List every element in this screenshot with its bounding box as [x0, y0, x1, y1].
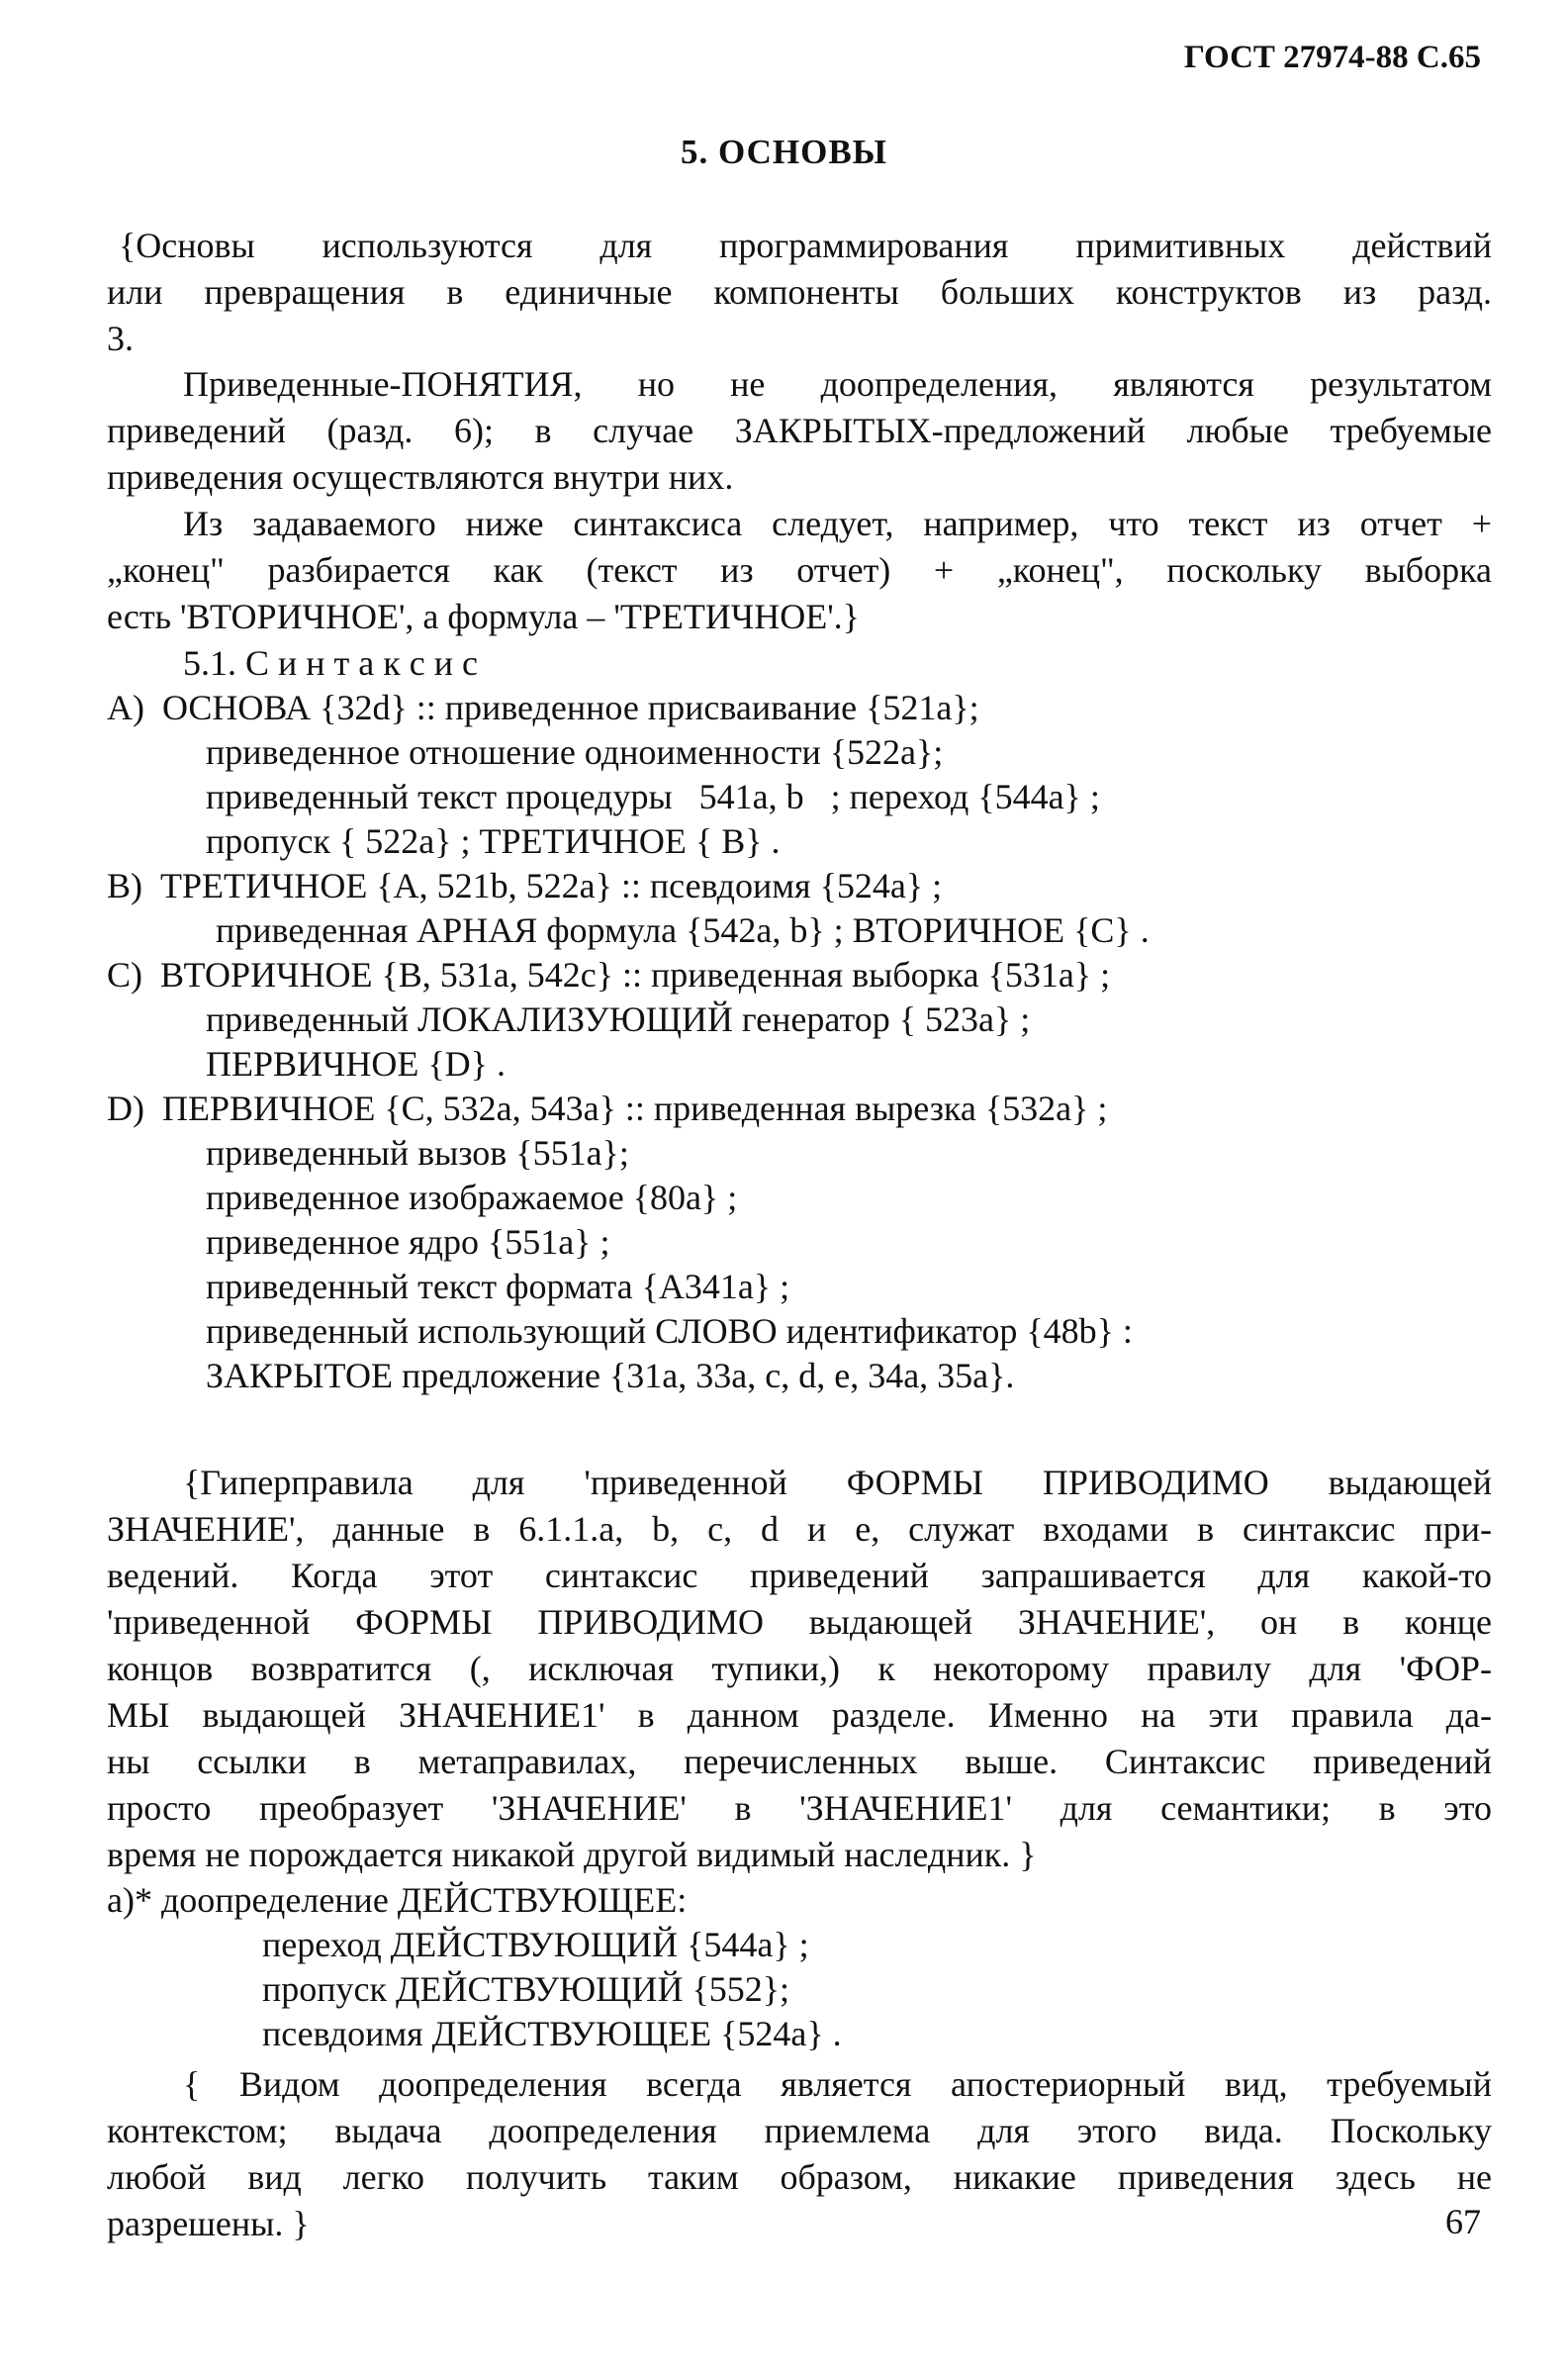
syntax-rule-line: псевдоимя ДЕЙСТВУЮЩЕЕ {524a} .	[262, 2014, 842, 2053]
body-line: 'приведенной ФОРМЫ ПРИВОДИМО выдающей ЗНАЧЕНИЕ', он в конце	[107, 1602, 1492, 1642]
syntax-rule-line: пропуск ДЕЙСТВУЮЩИЙ {552};	[262, 1969, 790, 2009]
syntax-rule-line: В) ТРЕТИЧНОЕ {A, 521b, 522a} :: псевдоимя {524a} ;	[107, 866, 943, 905]
body-line: Приведенные-ПОНЯТИЯ, но не доопределения, являются результатом	[183, 364, 1492, 404]
body-line: Из задаваемого ниже синтаксиса следует, например, что текст из отчет +	[183, 504, 1492, 543]
syntax-rule-line: приведенное ядро {551a} ;	[206, 1222, 610, 1262]
syntax-rule-line: D) ПЕРВИЧНОЕ {C, 532a, 543a} :: приведенная вырезка {532a} ;	[107, 1089, 1108, 1128]
body-line: { Видом доопределения всегда является апостериорный вид, требуемый	[183, 2064, 1492, 2104]
body-line: концов возвратится (, исключая тупики,) к некоторому правилу для 'ФОР-	[107, 1649, 1492, 1688]
body-line: 3.	[107, 319, 134, 358]
syntax-rule-line: приведенный текст процедуры 541a, b ; переход {544a} ;	[206, 777, 1100, 816]
body-line: приведений (разд. 6); в случае ЗАКРЫТЫХ-предложений любые требуемые	[107, 411, 1492, 450]
syntax-rule-line: приведенный использующий СЛОВО идентификатор {48b} :	[206, 1311, 1133, 1351]
body-line: или превращения в единичные компоненты больших конструктов из разд.	[107, 272, 1492, 312]
body-line: контекстом; выдача доопределения приемлема для этого вида. Поскольку	[107, 2111, 1492, 2150]
body-line: просто преобразует 'ЗНАЧЕНИЕ' в 'ЗНАЧЕНИЕ1' для семантики; в это	[107, 1788, 1492, 1828]
syntax-rule-line: ПЕРВИЧНОЕ {D} .	[206, 1044, 506, 1084]
body-line: любой вид легко получить таким образом, никакие приведения здесь не	[107, 2157, 1492, 2197]
body-line: ны ссылки в метаправилах, перечисленных выше. Синтаксис приведений	[107, 1742, 1492, 1781]
syntax-rule-line: А) ОСНОВА {32d} :: приведенное присваивание {521a};	[107, 688, 979, 727]
body-line: ведений. Когда этот синтаксис приведений запрашивается для какой-то	[107, 1556, 1492, 1595]
body-line: {Гиперправила для 'приведенной ФОРМЫ ПРИВОДИМО выдающей	[183, 1463, 1492, 1502]
syntax-rule-line: приведенный текст формата {A341a} ;	[206, 1267, 790, 1306]
body-line: {Основы используются для программирования примитивных действий	[119, 226, 1492, 265]
body-line: „конец" разбирается как (текст из отчет) + „конец", поскольку выборка	[107, 550, 1492, 590]
section-title: 5. ОСНОВЫ	[680, 133, 888, 171]
syntax-rule-line: приведенное изображаемое {80a} ;	[206, 1178, 738, 1217]
syntax-rule-line: ЗАКРЫТОЕ предложение {31a, 33a, c, d, e, 34a, 35a}.	[206, 1356, 1015, 1395]
body-line: есть 'ВТОРИЧНОЕ', а формула – 'ТРЕТИЧНОЕ'.}	[107, 597, 860, 636]
syntax-rule-line: С) ВТОРИЧНОЕ {B, 531a, 542c} :: приведенная выборка {531a} ;	[107, 955, 1111, 995]
running-header: ГОСТ 27974-88 С.65	[1183, 40, 1481, 75]
syntax-rule-line: пропуск { 522a} ; ТРЕТИЧНОЕ { B} .	[206, 821, 781, 861]
body-line: МЫ выдающей ЗНАЧЕНИЕ1' в данном разделе. Именно на эти правила да-	[107, 1695, 1492, 1735]
page-number: 67	[1445, 2202, 1481, 2241]
body-line: время не порождается никакой другой видимый наследник. }	[107, 1835, 1037, 1874]
subsection-heading: 5.1. С и н т а к с и с	[183, 643, 478, 683]
body-line: ЗНАЧЕНИЕ', данные в 6.1.1.a, b, c, d и e, служат входами в синтаксис при-	[107, 1509, 1492, 1549]
syntax-rule-line: приведенная АРНАЯ формула {542a, b} ; ВТОРИЧНОЕ {C} .	[216, 910, 1150, 950]
syntax-rule-line: приведенное отношение одноименности {522a};	[206, 732, 944, 772]
syntax-rule-line: приведенный вызов {551a};	[206, 1133, 629, 1173]
body-line: разрешены. }	[107, 2204, 310, 2243]
syntax-rule-line: приведенный ЛОКАЛИЗУЮЩИЙ генератор { 523a} ;	[206, 999, 1031, 1039]
syntax-rule-line: переход ДЕЙСТВУЮЩИЙ {544a} ;	[262, 1925, 809, 1964]
syntax-rule-line: a)* доопределение ДЕЙСТВУЮЩЕЕ:	[107, 1880, 688, 1920]
body-line: приведения осуществляются внутри них.	[107, 457, 734, 497]
